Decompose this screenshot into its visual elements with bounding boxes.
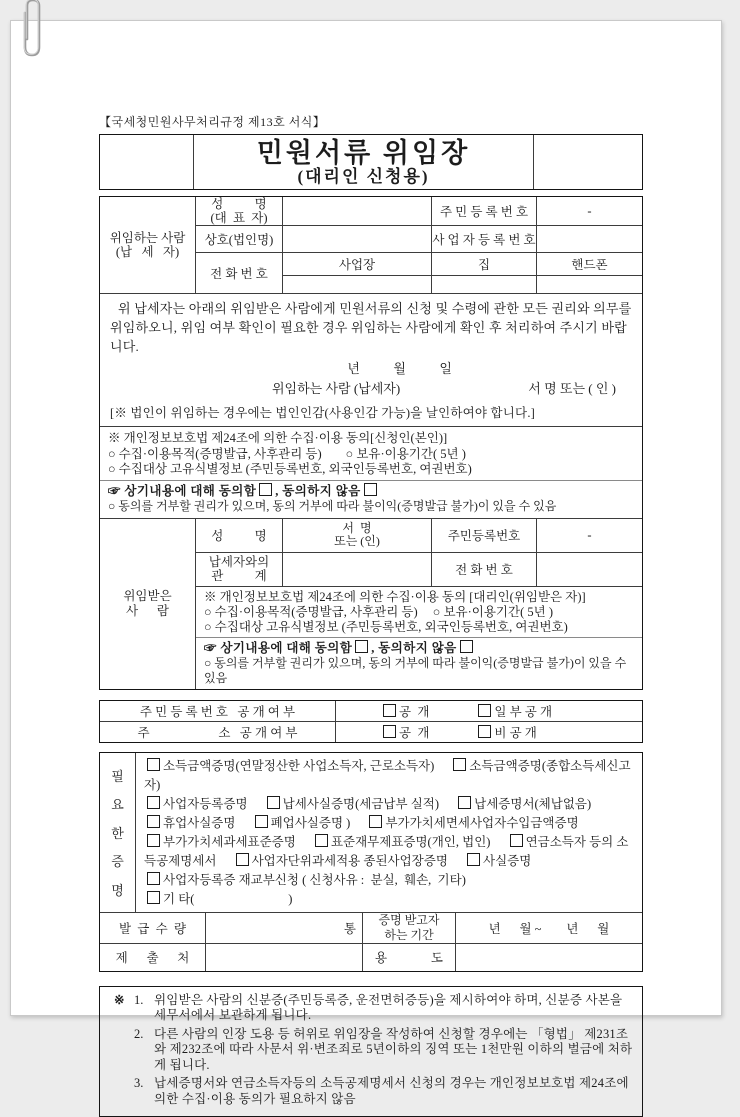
note-item: 3. 납세증명서와 연금소득자등의 소득공제명세서 신청의 경우는 개인정보보호법 제24조에 의한 수집·이용 동의가 필요하지 않음: [134, 1076, 629, 1106]
delegator-name-label: 성 명 (대 표 자): [196, 197, 282, 225]
required-docs-label: 필 요 한 증 명: [100, 753, 135, 912]
phone-mobile-input[interactable]: [537, 276, 642, 293]
delegate-relation-input[interactable]: [283, 553, 431, 586]
consent-delegate: [196, 587, 642, 689]
agree-checkbox[interactable]: [355, 640, 368, 653]
addr-disclosure-label: 주 소 공 개 여 부: [100, 722, 335, 742]
docs-line: [144, 814, 636, 833]
doc-item: 사업자등록증 재교부신청 ( 신청사유 : 분실, 훼손, 기타): [144, 873, 466, 887]
delegator-trade-input[interactable]: [283, 226, 431, 252]
signature-hint[interactable]: 서 명 또는 ( 인 ): [528, 381, 616, 397]
dconsent-heading: ※ 개인정보보호법 제24조에 의한 수집·이용 동의 [대리인(위임받은 자)]: [204, 589, 586, 604]
doc-item: 소득금액증명(연말정산한 사업소득자, 근로소득자): [144, 759, 434, 773]
delegate-group-label: 위임받은 사 람: [100, 519, 195, 689]
option-partial: 일 부 공 개: [475, 702, 552, 720]
checkbox-icon[interactable]: [383, 725, 396, 738]
title-cell: [194, 135, 533, 189]
disagree-checkbox[interactable]: [460, 640, 473, 653]
delegate-relation-label: 납세자와의 관 계: [196, 553, 282, 586]
doc-item: 휴업사실증명: [144, 816, 235, 830]
qty-unit: 통: [343, 921, 356, 936]
delegator-table: [100, 197, 642, 293]
rrn-disclosure-label: 주 민 등 록 번 호 공 개 여 부: [100, 701, 335, 721]
consent-applicant: [100, 426, 642, 518]
agree-checkbox[interactable]: [259, 483, 272, 496]
checkbox-icon[interactable]: [369, 815, 382, 828]
doc-item: 연금소득자 등의 소득공제명세서: [144, 834, 629, 868]
option-private: 비 공 개: [475, 723, 536, 741]
checkbox-icon[interactable]: [267, 796, 280, 809]
note-item: ※ 1. 위임받은 사람의 신분증(주민등록증, 운전면허증등)을 제시하여야 하며, 신분증 사본을 세무서에서 보관하게 됩니다.: [114, 992, 623, 1023]
checkbox-icon[interactable]: [147, 872, 160, 885]
use-label: 용 도: [363, 944, 455, 971]
doc-item: 사업자단위과세적용 종된사업장증명: [233, 854, 448, 868]
phone-col-mobile: 핸드폰: [537, 253, 642, 275]
doc-item: 납세사실증명(세금납부 실적): [264, 797, 439, 811]
signer-label: 위임하는 사람 (납세자): [272, 381, 401, 397]
dconsent-id-info: ○ 수집대상 고유식별정보 (주민등록번호, 외국인등록번호, 여권번호): [204, 619, 568, 634]
phone-home-input[interactable]: [432, 276, 536, 293]
docs-line: [144, 890, 636, 909]
consent-refusal: ○ 동의를 거부할 권리가 있으며, 동의 거부에 따라 불이익(증명발급 불가)이 있을 수 있음: [108, 499, 557, 514]
reference-mark: ※: [114, 992, 125, 1007]
issue-qty-input[interactable]: [206, 913, 362, 943]
pledge-text: 위 납세자는 아래의 위임받은 사람에게 민원서류의 신청 및 수령에 관한 모든 권리와 의무를 위임하오니, 위임 여부 확인이 필요한 경우 위임하는 사람에게 확인 후 처리하여 주시기 바랍니다.: [110, 301, 632, 354]
doc-item: 부가가치세과세표준증명: [144, 835, 296, 849]
checkbox-icon[interactable]: [478, 704, 491, 717]
checkbox-icon[interactable]: [147, 758, 160, 771]
checkbox-icon[interactable]: [510, 834, 523, 847]
checkbox-icon[interactable]: [453, 758, 466, 771]
doc-item: 폐업사실증명 ): [252, 816, 351, 830]
delegator-brn-input[interactable]: [537, 226, 642, 252]
delegate-name-label: 성 명: [196, 519, 282, 552]
option-public: 공 개: [380, 723, 429, 741]
delegator-group-label: 위임하는 사람 (납 세 자): [100, 197, 195, 293]
delegate-rrn-label: 주민등록번호: [432, 519, 536, 552]
notes-box: [99, 986, 643, 1117]
doc-item: 소득금액증명(종합소득세신고자): [144, 758, 631, 792]
checkbox-icon[interactable]: [147, 891, 160, 904]
delegate-table: [100, 518, 642, 689]
delegator-rrn-input[interactable]: -: [537, 197, 642, 225]
checkbox-icon[interactable]: [315, 834, 328, 847]
consent-purpose: ○ 수집·이용목적(증명발급, 사후관리 등): [108, 446, 322, 461]
phone-col-business: 사업장: [283, 253, 431, 275]
phone-col-home: 집: [432, 253, 536, 275]
use-input[interactable]: [456, 944, 642, 971]
checkbox-icon[interactable]: [147, 796, 160, 809]
dconsent-refusal: ○ 동의를 거부할 권리가 있으며, 동의 거부에 따라 불이익(증명발급 불가)이 있을 수 있음: [204, 655, 627, 685]
doc-item: 표준재무제표증명(개인, 법인): [312, 835, 490, 849]
delegate-phone-label: 전 화 번 호: [432, 553, 536, 586]
note-item: 2. 다른 사람의 인장 도용 등 허위로 위임장을 작성하여 신청할 경우에는 「형법」 제231조와 제232조에 따라 사문서 위·변조죄로 5년이하의 징역 또는 1천만원 이하의 벌금에 처하게 됩니다.: [134, 1026, 633, 1072]
title-left-box: [100, 135, 193, 189]
delegator-name-input[interactable]: [283, 197, 431, 225]
checkbox-icon[interactable]: [255, 815, 268, 828]
corporate-seal-note: [※ 법인이 위임하는 경우에는 법인인감(사용인감 가능)을 날인하여야 합니다.]: [110, 406, 536, 421]
checkbox-icon[interactable]: [467, 853, 480, 866]
consent-agree-wrap: [100, 480, 642, 515]
delegate-name-input[interactable]: 서 명 또는 (인): [283, 519, 431, 552]
docs-line: [144, 795, 636, 814]
docs-line: [144, 833, 636, 871]
documents-table: [99, 752, 643, 972]
period-label: 증명 받고자 하는 기간: [363, 913, 455, 943]
delegate-phone-input[interactable]: [537, 553, 642, 586]
doc-item: 부가가치세면세사업자수입금액증명: [366, 816, 578, 830]
documents-list: [136, 753, 642, 912]
disclosure-table: [99, 700, 643, 743]
destination-input[interactable]: [206, 944, 362, 971]
checkbox-icon[interactable]: [478, 725, 491, 738]
delegate-rrn-input[interactable]: -: [537, 519, 642, 552]
doc-item: 사업자등록증명: [144, 797, 248, 811]
checkbox-icon[interactable]: [147, 834, 160, 847]
issue-qty-label: 발 급 수 량: [100, 913, 205, 943]
dconsent-agree-line: ☞ 상기내용에 대해 동의함 , 동의하지 않음: [204, 640, 634, 656]
period-input[interactable]: 년 월 ~ 년 월: [456, 913, 642, 943]
title-table: [99, 134, 643, 190]
checkbox-icon[interactable]: [383, 704, 396, 717]
delegator-rrn-label: 주 민 등 록 번 호: [432, 197, 536, 225]
stamp-box: [534, 135, 642, 189]
paperclip-icon: [15, 0, 49, 61]
doc-item: 기 타( ): [144, 892, 292, 906]
doc-item: 사실증명: [464, 854, 531, 868]
delegator-trade-label: 상호(법인명): [196, 226, 282, 252]
delegate-sign-hint: 서 명: [342, 520, 372, 535]
checkbox-icon[interactable]: [147, 815, 160, 828]
checkbox-icon[interactable]: [236, 853, 249, 866]
consent-period: ○ 보유·이용기간( 5년 ): [345, 446, 466, 461]
addr-disclosure-options: [336, 722, 642, 742]
docs-line: [144, 757, 636, 795]
destination-label: 제 출 처: [100, 944, 205, 971]
form-paper: [10, 20, 722, 1106]
option-public: 공 개: [380, 702, 429, 720]
checkbox-icon[interactable]: [458, 796, 471, 809]
consent-agree-line: ☞ 상기내용에 대해 동의함 , 동의하지 않음: [108, 483, 634, 500]
delegator-brn-label: 사 업 자 등 록 번 호: [432, 226, 536, 252]
dconsent-purpose-row: ○ 수집·이용목적(증명발급, 사후관리 등) ○ 보유·이용기간( 5년 ): [204, 604, 553, 619]
form-subtitle: (대리인 신청용): [297, 166, 430, 186]
consent-id-info: ○ 수집대상 고유식별정보 (주민등록번호, 외국인등록번호, 여권번호): [108, 462, 472, 477]
signer-line: [110, 380, 632, 399]
rrn-disclosure-options: [336, 701, 642, 721]
main-table: [99, 196, 643, 690]
disagree-checkbox[interactable]: [364, 483, 377, 496]
phone-business-input[interactable]: [283, 276, 431, 293]
consent-purpose-row: [108, 447, 634, 463]
form-reference: 【국세청민원사무처리규정 제13호 서식】: [99, 115, 326, 129]
docs-line: [144, 871, 636, 890]
date-line[interactable]: 년 월 일: [347, 360, 454, 376]
consent-heading: ※ 개인정보보호법 제24조에 의한 수집·이용 동의[신청인(본인)]: [108, 431, 448, 446]
dconsent-agree-wrap: [196, 637, 642, 686]
doc-item: 납세증명서(체납없음): [455, 797, 591, 811]
pledge-block: [100, 293, 642, 426]
delegator-phone-label: 전 화 번 호: [196, 253, 282, 293]
form-title: 민원서류 위임장: [256, 137, 471, 168]
